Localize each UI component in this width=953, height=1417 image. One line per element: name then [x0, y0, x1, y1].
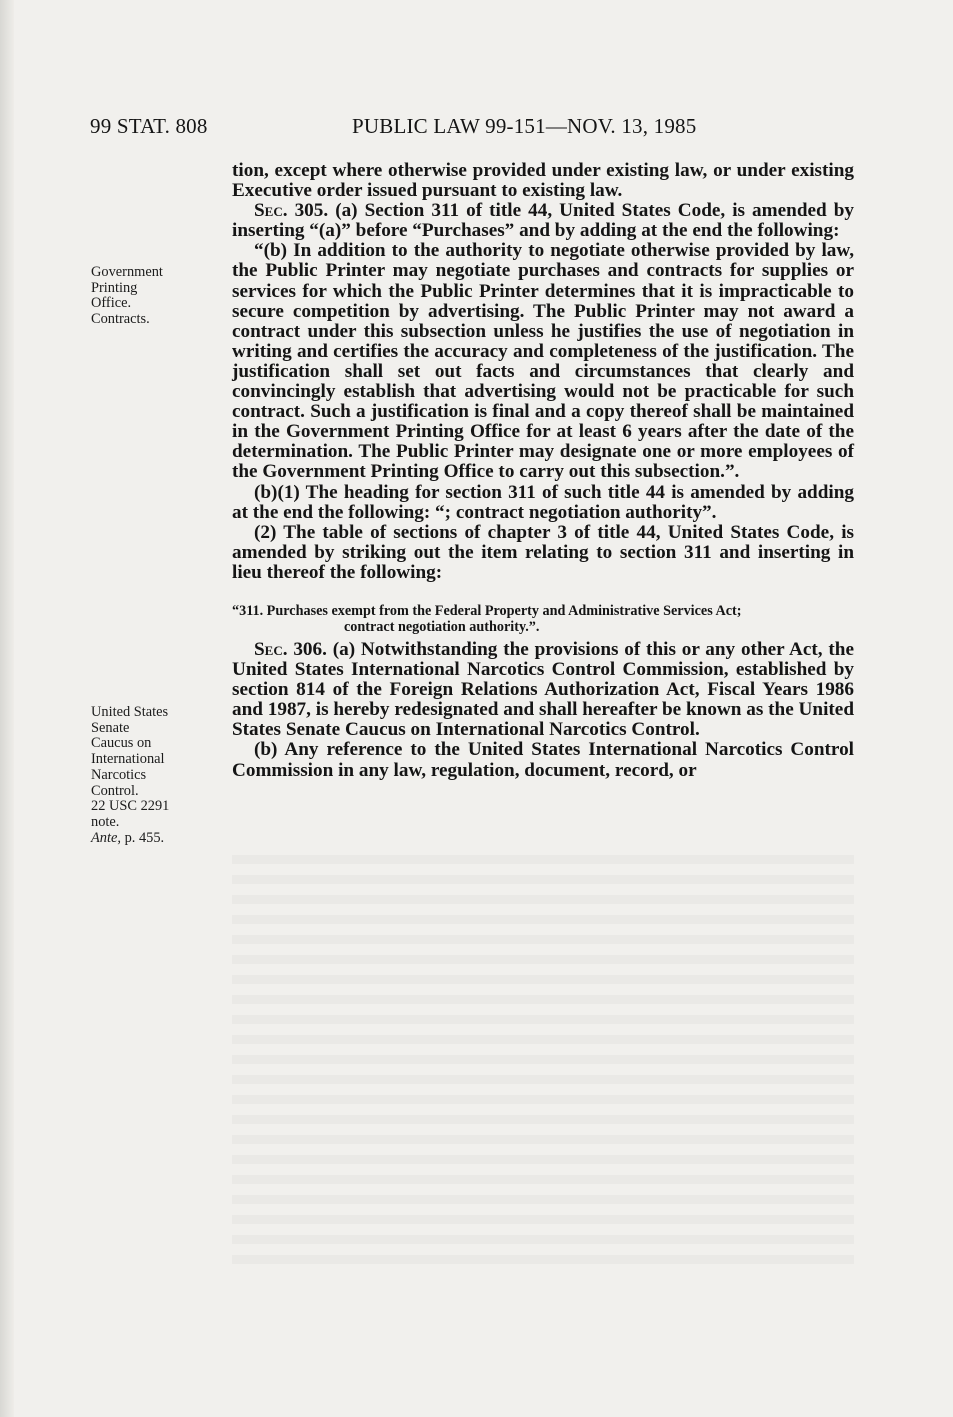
- margin-note-ante: [91, 831, 169, 847]
- paragraph-b1: (b)(1) The heading for section 311 of such title 44 is amended by adding at the end the following: “; contract negotiation authority”.: [232, 481, 854, 523]
- margin-note-senate-caucus: [91, 705, 169, 846]
- ante-page: p. 455.: [120, 829, 165, 846]
- margin-note-line: 22 USC 2291: [91, 798, 170, 815]
- margin-note-line: Printing: [91, 279, 138, 296]
- sec-306-text: 306. (a) Notwithstanding the provisions of this or any other Act, the United States International Narcotics Control Commission, established by section 814 of the Foreign Relations Authorization Act, Fiscal Years 1986 and 1987, is hereby redesignated and shall hereafter be known as the United States Senate Caucus on International Narcotics Control.: [232, 638, 854, 741]
- margin-note-line: Contracts.: [91, 311, 150, 328]
- sec-305-text: 305. (a) Section 311 of title 44, United States Code, is amended by inserting “(a)” before “Purchases” and by adding at the end the following:: [232, 200, 854, 242]
- margin-note-line: Senate: [91, 719, 130, 736]
- margin-note-line: International: [91, 751, 165, 768]
- margin-note-gpo-contracts: [91, 265, 163, 328]
- sec-label: Sec.: [254, 200, 288, 222]
- margin-note-line: note.: [91, 813, 120, 830]
- paragraph-306-b: (b) Any reference to the United States International Narcotics Control Commission in any law, regulation, document, record, or: [232, 739, 854, 781]
- margin-note-line: Narcotics: [91, 766, 147, 783]
- table-entry-line2: contract negotiation authority.”.: [344, 618, 540, 635]
- margin-note-line: Caucus on: [91, 735, 152, 752]
- table-entry-line1: “311. Purchases exempt from the Federal Property and Administrative Services Act;: [232, 602, 742, 619]
- paragraph-subsection-b: “(b) In addition to the authority to negotiate otherwise provided by law, the Public Printer may negotiate purchases and contracts for supplies or services for which the Public Printer determines that it is impracticable to secure competition by advertising. The Public Printer may not award a contract under this subsection unless he justifies the use of negotiation in writing and certifies the accuracy and completeness of the justification. The justification shall set out facts and circumstances that clearly and convincingly establish that advertising would not be practicable for such contract. Such a justification is final and a copy thereof shall be maintained in the Government Printing Office for at least 6 years after the date of the determination. The Public Printer may designate one or more employees of the Government Printing Office to carry out this subsection.”.: [232, 240, 854, 483]
- margin-note-line: Control.: [91, 782, 139, 799]
- paragraph-sec-305: [232, 201, 854, 241]
- paragraph-sec-306: [232, 640, 854, 740]
- body-text: [232, 161, 854, 781]
- table-of-sections-entry: [232, 603, 854, 635]
- paragraph-continuation: tion, except where otherwise provided under existing law, or under existing Executive order issued pursuant to existing law.: [232, 160, 854, 202]
- sec-label: Sec.: [254, 638, 288, 660]
- margin-note-line: United States: [91, 704, 169, 720]
- bleed-through-texture: [232, 855, 854, 1275]
- scan-edge-shadow: [0, 0, 14, 1417]
- paragraph-2: (2) The table of sections of chapter 3 of title 44, United States Code, is amended by striking out the item relating to section 311 and inserting in lieu thereof the following:: [232, 521, 854, 583]
- margin-note-line: Office.: [91, 295, 132, 312]
- ante-italic: Ante,: [91, 829, 121, 846]
- running-header: PUBLIC LAW 99-151—NOV. 13, 1985: [352, 114, 697, 138]
- margin-note-line: Government: [91, 264, 163, 280]
- statute-page-number: 99 STAT. 808: [90, 114, 208, 138]
